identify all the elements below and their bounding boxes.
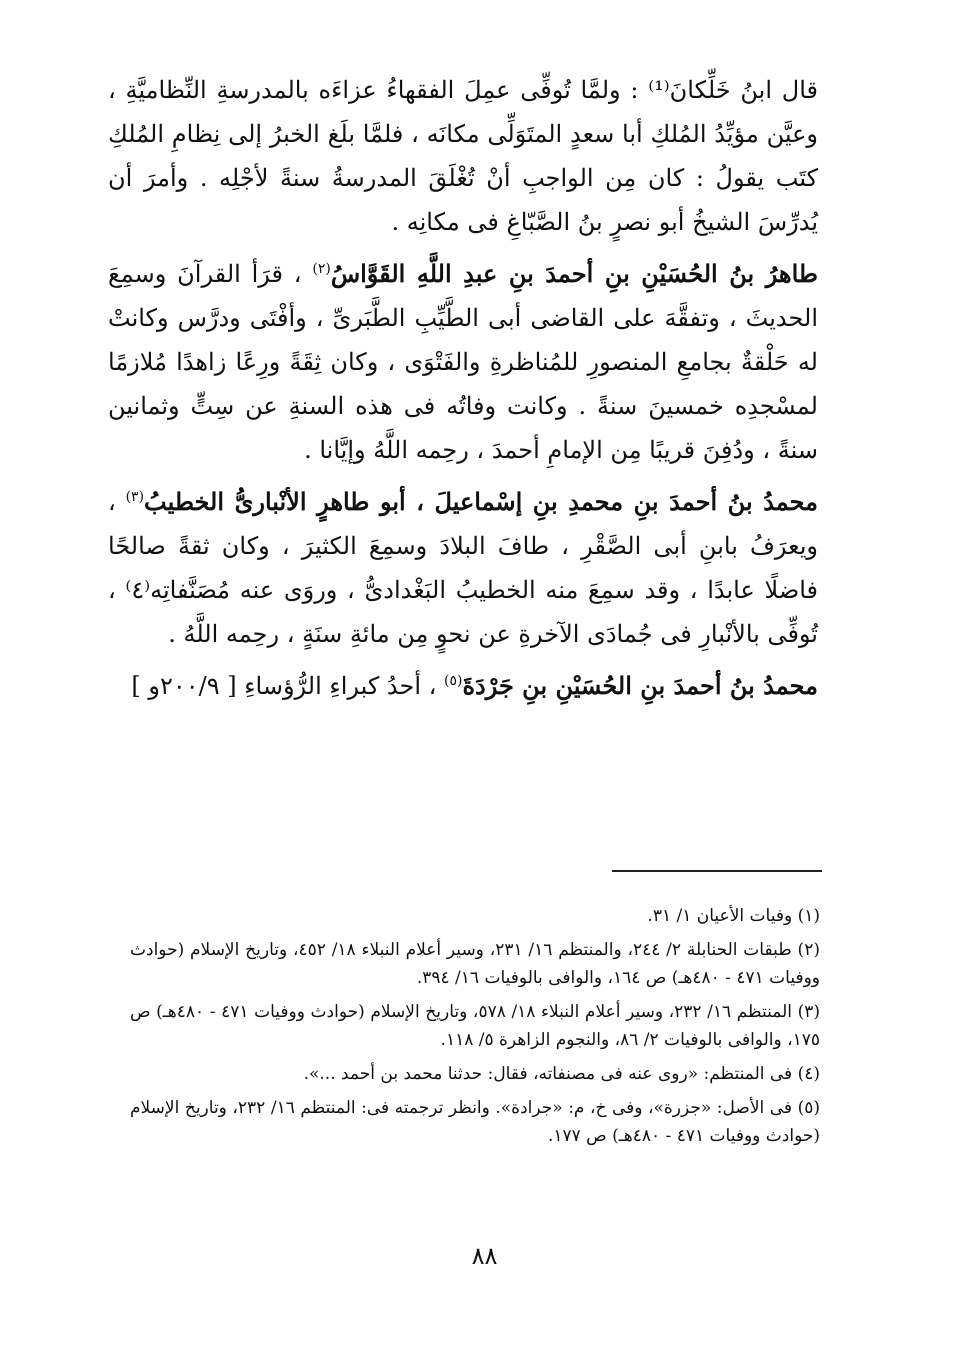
paragraph-4: [108, 664, 818, 708]
footnote-3: (٣) المنتظم ١٦/ ٢٣٢، وسير أعلام النبلاء ١٨/ ٥٧٨، وتاريخ الإسلام (حوادث ووفيات ٤٧١ - ٤٨٠هـ) ص ١٧٥، والوافى بالوفيات ٢/ ٨٦، والنجوم الزاهرة ٥/ ١١٨.: [130, 1002, 820, 1050]
paragraph-text: قال ابنُ خَلِّكانَ⁽¹⁾ : ولمَّا تُوفِّى عمِلَ الفقهاءُ عزاءَه بالمدرسةِ النِّظاميَّةِ ، وعيَّن مؤيِّدُ المُلكِ أبا سعدٍ المتَوَلِّى مكانَه ، فلمَّا بلَغ الخبرُ إلى نِظامِ المُلكِ كتَب يقولُ : كان مِن الواجبِ أنْ تُغْلَقَ المدرسةُ سنةً لأجْلِه . وأمرَ أن يُدرِّسَ الشيخُ أبو نصرٍ بنُ الصَّبّاغِ فى مكانِه .: [108, 76, 819, 236]
footnote-ref: (٣): [125, 489, 145, 505]
footnote-5: (٥) فى الأصل: «جزرة»، وفى خ، م: «جرادة». وانظر ترجمته فى: المنتظم ١٦/ ٢٣٢، وتاريخ الإسلام (حوادث ووفيات ٤٧١ - ٤٨٠هـ) ص ١٧٧.: [130, 1098, 820, 1146]
footnote-4: (٤) فى المنتظم: «روى عنه فى مصنفاته، فقال: حدثنا محمد بن أحمد ...».: [303, 1064, 820, 1084]
entry-heading: محمدُ بنُ أحمدَ بنِ محمدِ بنِ إسْماعيلَ ، أبو طاهرٍ الأنْبارىُّ الخطيبُ: [144, 487, 818, 516]
footnotes: [130, 902, 820, 1156]
paragraph-1: [108, 68, 818, 244]
entry-heading: طاهرُ بنُ الحُسَيْنِ بنِ أحمدَ بنِ عبدِ اللَّهِ القَوَّاسُ: [330, 259, 818, 288]
paragraph-text: ، أحدُ كبراءِ الرُّؤساءِ [ ٢٠٠/٩و ]: [131, 672, 445, 700]
footnote-separator: [612, 870, 822, 872]
entry-heading: محمدُ بنُ أحمدَ بنِ الحُسَيْنِ بنِ جَرْدَةَ: [462, 671, 818, 700]
main-text: [108, 68, 818, 716]
page-number: ٨٨: [471, 1242, 498, 1270]
footnote-ref: (٥): [444, 673, 463, 689]
paragraph-3: [108, 480, 818, 656]
paragraph-text: ، قرَأ القرآنَ وسمِعَ الحديثَ ، وتفقَّهَ على القاضى أبى الطَّيِّبِ الطَّبَرىِّ ، وأفْتَى ودرَّس وكانتْ له حَلْقةٌ بجامعِ المنصورِ للمُناظرةِ والفَتْوَى ، وكان ثِقَةً ورِعًا زاهدًا مُلازمًا لمسْجدِه خمسينَ سنةً . وكانت وفاتُه فى هذه السنةِ عن سِتٍّ وثمانين سنةً ، ودُفِنَ قريبًا مِن الإمامِ أحمدَ ، رحِمه اللَّهُ وإيَّانا .: [108, 260, 818, 464]
footnote-ref: (٢): [312, 261, 331, 277]
paragraph-2: [108, 252, 818, 472]
paragraph-text: ، ويعرَفُ بابنِ أبى الصَّقْرِ ، طافَ البلادَ وسمِعَ الكثيرَ ، وكان ثقةً صالحًا فاضلًا عابدًا ، وقد سمِعَ منه الخطيبُ البَغْدادىُّ ، وروَى عنه مُصَنَّفاتِه⁽٤⁾ ، تُوفِّى بالأنْبارِ فى جُمادَى الآخرةِ عن نحوٍ مِن مائةِ سنَةٍ ، رحِمه اللَّهُ .: [108, 488, 818, 648]
footnote-1: (١) وفيات الأعيان ١/ ٣١.: [647, 906, 820, 926]
footnote-2: (٢) طبقات الحنابلة ٢/ ٢٤٤، والمنتظم ١٦/ ٢٣١، وسير أعلام النبلاء ١٨/ ٤٥٢، وتاريخ الإسلام (حوادث ووفيات ٤٧١ - ٤٨٠هـ) ص ١٦٤، والوافى بالوفيات ١٦/ ٣٩٤.: [130, 940, 820, 988]
